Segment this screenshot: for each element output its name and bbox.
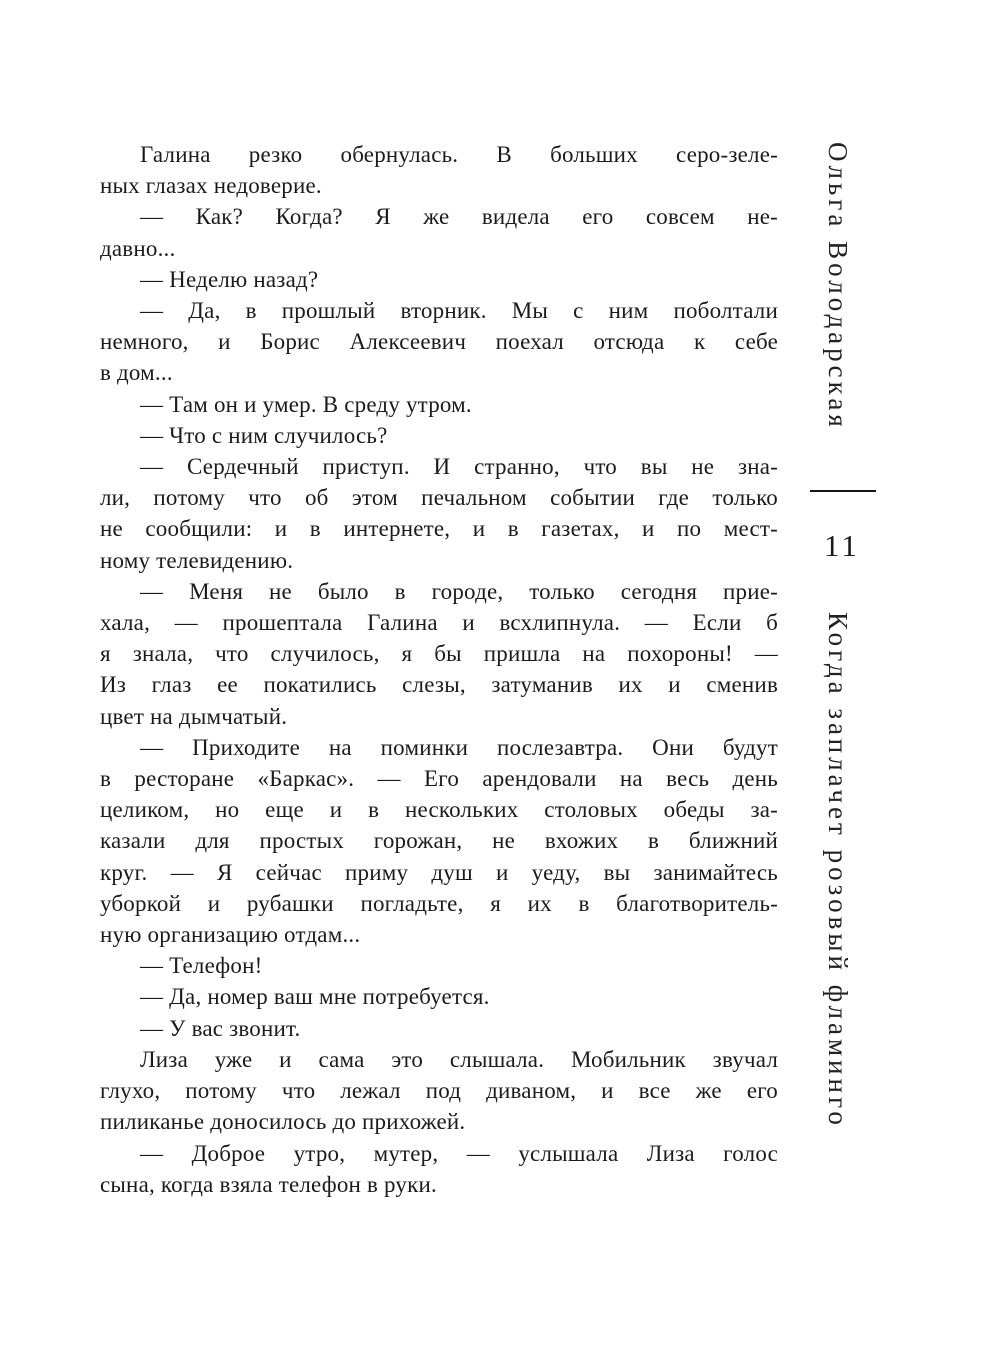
text-line: глухо, потому что лежал под диваном, и все же его bbox=[100, 1078, 778, 1104]
text-line: — Да, в прошлый вторник. Мы с ним поболтали bbox=[140, 298, 778, 324]
text-line: — Как? Когда? Я же видела его совсем не- bbox=[140, 204, 778, 230]
text-line: ному телевидению. bbox=[100, 547, 294, 573]
text-line: пиликанье доносилось до прихожей. bbox=[100, 1109, 466, 1135]
text-line: ных глазах недоверие. bbox=[100, 173, 322, 199]
text-line: Из глаз ее покатились слезы, затуманив их и сменив bbox=[100, 672, 778, 698]
text-line: Галина резко обернулась. В больших серо-зеле- bbox=[140, 142, 778, 167]
text-line: — Там он и умер. В среду утром. bbox=[140, 391, 472, 417]
text-line: казали для простых горожан, не вхожих в ближний bbox=[100, 828, 778, 854]
text-line: — Сердечный приступ. И странно, что вы не зна- bbox=[140, 454, 778, 480]
divider-line bbox=[810, 490, 876, 492]
text-line: — Доброе утро, мутер, — услышала Лиза голос bbox=[140, 1140, 778, 1166]
text-line: ли, потому что об этом печальном событии где только bbox=[100, 485, 778, 511]
text-line: давно... bbox=[100, 235, 176, 261]
text-line: ную организацию отдам... bbox=[100, 922, 361, 948]
book-title: Когда заплачет розовый фламинго bbox=[823, 612, 853, 1129]
text-line: в ресторане «Баркас». — Его арендовали на весь день bbox=[100, 766, 778, 792]
text-line: я знала, что случилось, я бы пришла на похороны! — bbox=[100, 641, 778, 667]
text-block bbox=[100, 139, 778, 1200]
text-line: уборкой и рубашки погладьте, я их в благотворитель- bbox=[100, 890, 778, 916]
text-line: целиком, но еще и в нескольких столовых обеды за- bbox=[100, 797, 778, 823]
text-line: — Меня не было в городе, только сегодня прие- bbox=[140, 578, 778, 604]
text-line: не сообщили: и в интернете, и в газетах, и по мест- bbox=[100, 516, 778, 542]
text-line: — Что с ним случилось? bbox=[140, 422, 388, 448]
text-line: — Телефон! bbox=[140, 953, 263, 979]
author-name: Ольга Володарская bbox=[823, 142, 853, 431]
text-line: сына, когда взяла телефон в руки. bbox=[100, 1171, 437, 1197]
text-line: в дом... bbox=[100, 360, 173, 386]
text-line: хала, — прошептала Галина и всхлипнула. — Если б bbox=[100, 610, 778, 636]
text-line: — Приходите на поминки послезавтра. Они будут bbox=[140, 734, 778, 760]
text-line: — Да, номер ваш мне потребуется. bbox=[140, 984, 490, 1010]
text-line: цвет на дымчатый. bbox=[100, 703, 288, 729]
text-line: — Неделю назад? bbox=[140, 266, 319, 292]
text-line: немного, и Борис Алексеевич поехал отсюда к себе bbox=[100, 329, 778, 355]
text-line: — У вас звонит. bbox=[140, 1015, 301, 1041]
page-number: 11 bbox=[824, 528, 860, 563]
text-line: Лиза уже и сама это слышала. Мобильник звучал bbox=[140, 1046, 778, 1072]
text-line: круг. — Я сейчас приму душ и уеду, вы занимайтесь bbox=[100, 859, 778, 885]
